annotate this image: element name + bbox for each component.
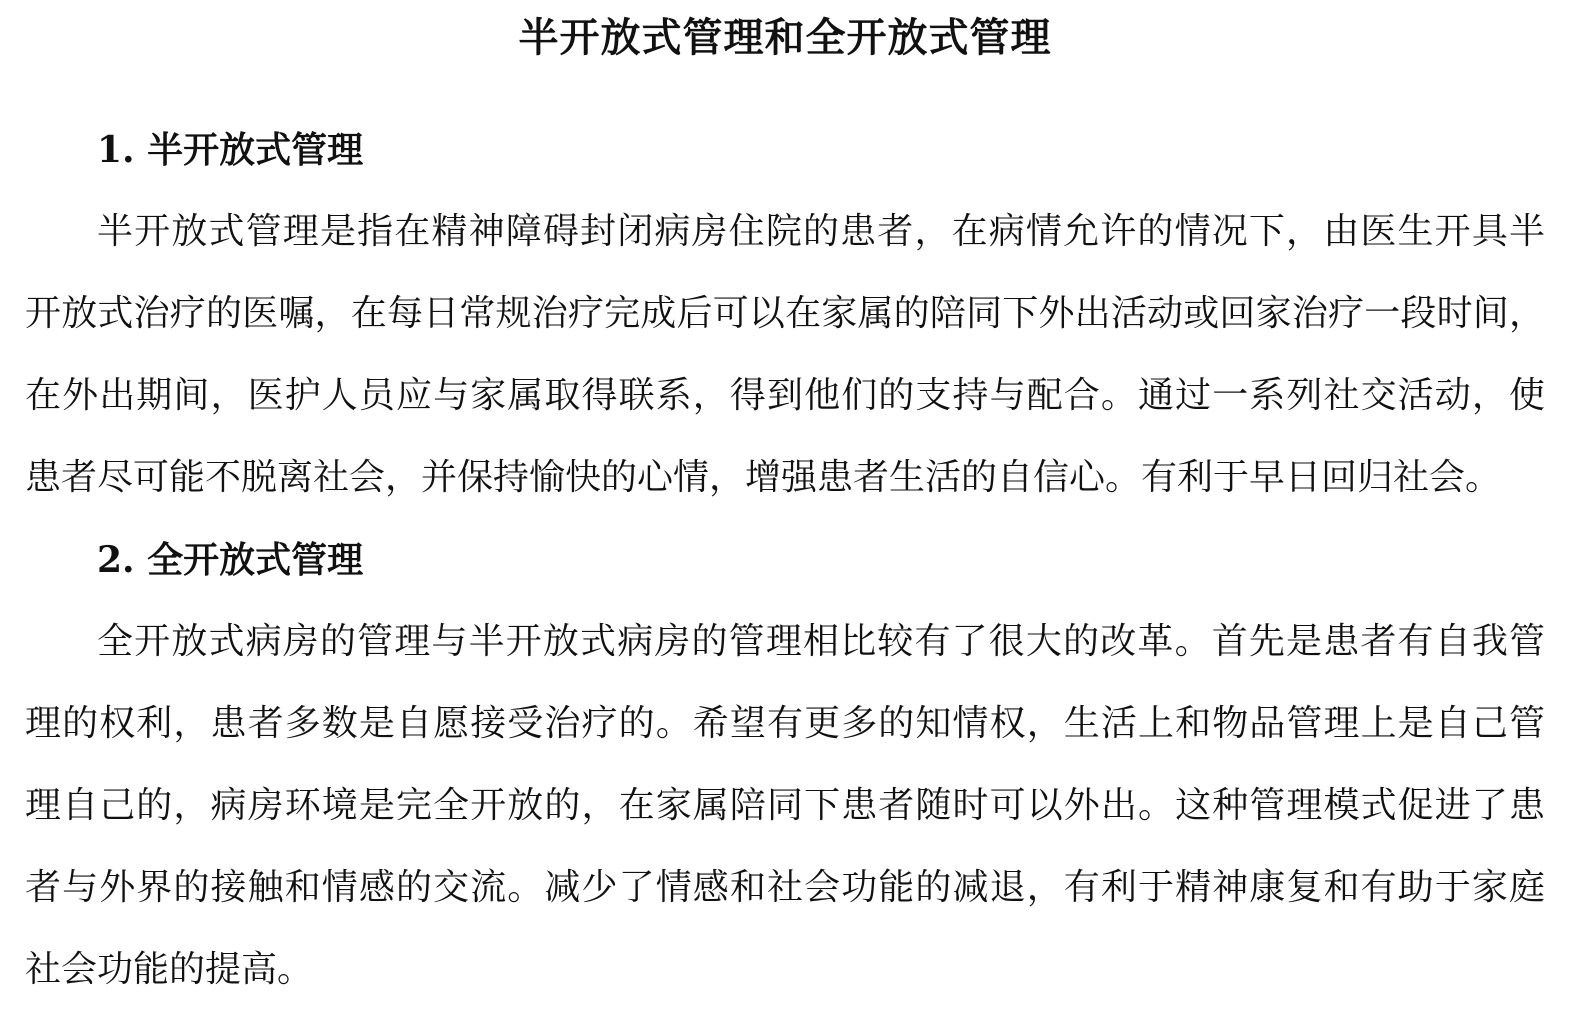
section-fully-open: [25, 519, 1545, 1011]
paragraph-line: 在外出期间，医护人员应与家属取得联系，得到他们的支持与配合。通过一系列社交活动，使: [25, 375, 1545, 416]
document-page: [25, 0, 1545, 1011]
paragraph-line: 开放式治疗的医嘱，在每日常规治疗完成后可以在家属的陪同下外出活动或回家治疗一段时间，: [25, 293, 1545, 334]
paragraph: [25, 601, 1545, 1011]
paragraph-line: 理自己的，病房环境是完全开放的，在家属陪同下患者随时可以外出。这种管理模式促进了患: [25, 785, 1545, 826]
paragraph-line: 全开放式病房的管理与半开放式病房的管理相比较有了很大的改革。首先是患者有自我管: [97, 621, 1545, 662]
paragraph-line: 理的权利，患者多数是自愿接受治疗的。希望有更多的知情权，生活上和物品管理上是自己管: [25, 703, 1545, 744]
section-heading: 1. 半开放式管理: [97, 129, 364, 171]
paragraph-line: 患者尽可能不脱离社会，并保持愉快的心情，增强患者生活的自信心。有利于早日回归社会。: [25, 457, 1502, 498]
paragraph-line: 社会功能的提高。: [25, 949, 314, 990]
paragraph-line: 半开放式管理是指在精神障碍封闭病房住院的患者，在病情允许的情况下，由医生开具半: [97, 211, 1545, 252]
paragraph: [25, 191, 1545, 519]
page-title: 半开放式管理和全开放式管理: [518, 14, 1052, 61]
section-heading: 2. 全开放式管理: [97, 539, 364, 581]
section-semi-open: [25, 109, 1545, 519]
paragraph-line: 者与外界的接触和情感的交流。减少了情感和社会功能的减退，有利于精神康复和有助于家庭: [25, 867, 1545, 908]
title-spacing: [25, 76, 1545, 109]
